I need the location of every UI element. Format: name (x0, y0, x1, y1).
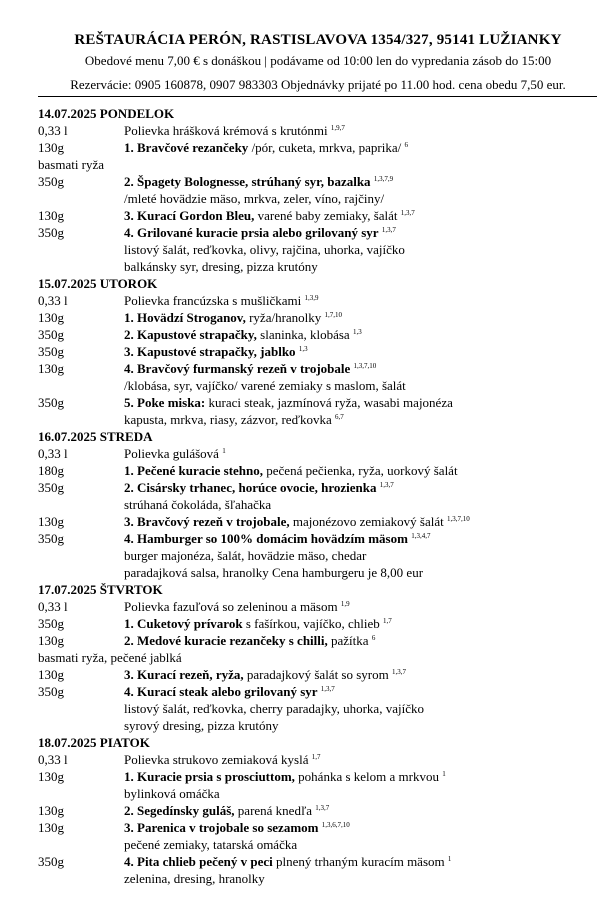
dish-description (124, 139, 408, 156)
menu-item-row (0, 683, 606, 700)
allergen-codes: 6 (371, 634, 376, 642)
dish-description (124, 632, 375, 649)
dish-continuation (38, 156, 104, 173)
dish-details: majonézovo zemiakový šalát (289, 514, 444, 529)
dish-name: 2. Špagety Bolognesse, strúhaný syr, bazalka (124, 174, 371, 189)
portion-size: 130g (38, 208, 64, 223)
continuation-text: bylinková omáčka (124, 786, 220, 801)
dish-continuation (124, 377, 406, 394)
dish-details: s fašírkou, vajíčko, chlieb (242, 616, 380, 631)
dish-description (124, 360, 376, 377)
dish-description (124, 122, 345, 139)
menu-item-row (0, 343, 606, 360)
dish-name: 2. Kapustové strapačky, (124, 327, 257, 342)
dish-description (124, 530, 430, 547)
menu-item-row (0, 632, 606, 649)
portion-size: 130g (38, 140, 64, 155)
dish-continuation-row (0, 785, 606, 802)
menu-item-row (0, 819, 606, 836)
allergen-codes: 1,3,7,10 (446, 515, 470, 523)
dish-continuation (124, 564, 423, 581)
dish-continuation-row (0, 700, 606, 717)
reservation-info: Rezervácie: 0905 160878, 0907 983303 Objednávky prijaté po 11.00 hod. cena obedu 7,50 eur. (70, 77, 566, 92)
continuation-text: listový šalát, reďkovka, cherry paradajky, uhorka, vajíčko (124, 701, 424, 716)
portion-size: 130g (38, 633, 64, 648)
dish-description (124, 598, 350, 615)
portion-size: 0,33 l (38, 293, 68, 308)
dish-continuation-row (0, 156, 606, 173)
menu-item-row (0, 445, 606, 462)
portion-size: 0,33 l (38, 446, 68, 461)
dish-name: 3. Kurací Gordon Bleu, (124, 208, 255, 223)
allergen-codes: 1,3,7 (320, 685, 335, 693)
continuation-text: basmati ryža, pečené jablká (38, 650, 182, 665)
menu-item-row (0, 802, 606, 819)
dish-continuation-row (0, 190, 606, 207)
menu-item-row (0, 768, 606, 785)
dish-description (124, 802, 329, 819)
dish-description (124, 207, 415, 224)
dish-name: 1. Bravčové rezančeky (124, 140, 249, 155)
dish-description (124, 343, 308, 360)
menu-item-row (0, 360, 606, 377)
dish-continuation (124, 785, 220, 802)
portion-size: 130g (38, 361, 64, 376)
dish-description (124, 173, 393, 190)
portion-size: 0,33 l (38, 123, 68, 138)
allergen-codes: 1,3,7,10 (353, 362, 377, 370)
dish-details: Polievka gulášová (124, 446, 219, 461)
dish-continuation (38, 649, 182, 666)
dish-description (124, 751, 321, 768)
dish-continuation (124, 190, 384, 207)
allergen-codes: 1,3,7,9 (373, 175, 394, 183)
dish-details: /pór, cuketa, mrkva, paprika/ (248, 140, 402, 155)
dish-continuation-row (0, 870, 606, 887)
allergen-codes: 1,3,4,7 (411, 532, 431, 540)
dish-continuation-row (0, 836, 606, 853)
day-heading-row (0, 581, 606, 598)
dish-continuation (124, 717, 279, 734)
dish-name: 3. Kapustové strapačky, jablko (124, 344, 296, 359)
dish-details: pohánka s kelom a mrkvou (294, 769, 439, 784)
allergen-codes: 1,7,10 (324, 311, 343, 319)
portion-size: 0,33 l (38, 599, 68, 614)
continuation-text: syrový dresing, pizza krutóny (124, 718, 279, 733)
dish-continuation-row (0, 547, 606, 564)
dish-name: 3. Kurací rezeň, ryža, (124, 667, 244, 682)
menu-item-row (0, 666, 606, 683)
dish-details: Polievka hrášková krémová s krutónmi (124, 123, 328, 138)
dish-continuation-row (0, 496, 606, 513)
dish-description (124, 683, 335, 700)
dish-name: 4. Kurací steak alebo grilovaný syr (124, 684, 318, 699)
dish-details: kuraci steak, jazmínová ryža, wasabi majonéza (205, 395, 453, 410)
portion-size: 130g (38, 803, 64, 818)
dish-continuation (124, 700, 424, 717)
portion-size: 350g (38, 616, 64, 631)
dish-description (124, 819, 350, 836)
menu-item-row (0, 224, 606, 241)
restaurant-title: REŠTAURÁCIA PERÓN, RASTISLAVOVA 1354/327, 95141 LUŽIANKY (74, 32, 562, 48)
day-heading: 14.07.2025 PONDELOK (38, 106, 175, 121)
dish-name: 1. Hovädzí Stroganov, (124, 310, 246, 325)
dish-continuation-row (0, 649, 606, 666)
portion-size: 0,33 l (38, 752, 68, 767)
dish-name: 4. Bravčový furmanský rezeň v trojobale (124, 361, 351, 376)
dish-continuation-row (0, 564, 606, 581)
dish-name: 3. Parenica v trojobale so sezamom (124, 820, 319, 835)
portion-size: 130g (38, 514, 64, 529)
menu-item-row (0, 207, 606, 224)
dish-description (124, 326, 362, 343)
menu-subtitle: Obedové menu 7,00 € s donáškou | podávame od 10:00 len do vypredania zásob do 15:00 (84, 53, 552, 68)
dish-name: 5. Poke miska: (124, 395, 206, 410)
portion-size: 350g (38, 684, 64, 699)
allergen-codes: 1,3,7 (315, 804, 330, 812)
dish-continuation-row (0, 717, 606, 734)
allergen-codes: 1,3,7 (381, 226, 396, 234)
dish-continuation-row (0, 258, 606, 275)
header-divider (38, 96, 597, 97)
dish-name: 4. Pita chlieb pečený v peci (124, 854, 273, 869)
dish-description (124, 462, 458, 479)
continuation-text: zelenina, dresing, hranolky (124, 871, 265, 886)
menu-item-row (0, 173, 606, 190)
menu-item-row (0, 853, 606, 870)
menu-item-row (0, 751, 606, 768)
dish-description (124, 445, 226, 462)
day-heading: 16.07.2025 STREDA (38, 429, 153, 444)
allergen-codes: 1,3,6,7,10 (321, 821, 350, 829)
dish-name: 2. Medové kuracie rezančeky s chilli, (124, 633, 328, 648)
portion-size: 350g (38, 854, 64, 869)
portion-size: 130g (38, 310, 64, 325)
dish-details: Polievka fazuľová so zeleninou a mäsom (124, 599, 338, 614)
continuation-text: kapusta, mrkva, riasy, zázvor, reďkovka (124, 412, 332, 427)
dish-details: Polievka francúzska s mušličkami (124, 293, 302, 308)
day-heading: 17.07.2025 ŠTVRTOK (38, 582, 163, 597)
dish-description (124, 768, 446, 785)
dish-details: Polievka strukovo zemiaková kyslá (124, 752, 309, 767)
portion-size: 350g (38, 531, 64, 546)
dish-name: 2. Segedínsky guláš, (124, 803, 235, 818)
portion-size: 350g (38, 225, 64, 240)
dish-details: paradajkový šalát so syrom (243, 667, 389, 682)
portion-size: 350g (38, 327, 64, 342)
menu-item-row (0, 292, 606, 309)
allergen-codes: 1,3 (298, 345, 308, 353)
dish-description (124, 615, 392, 632)
allergen-codes: 1 (447, 855, 452, 863)
dish-description (124, 513, 470, 530)
portion-size: 130g (38, 820, 64, 835)
allergen-codes: 1,7 (383, 617, 392, 625)
allergen-codes: 1,3,7 (400, 209, 415, 217)
day-heading: 18.07.2025 PIATOK (38, 735, 150, 750)
day-heading-row (0, 428, 606, 445)
portion-size: 130g (38, 769, 64, 784)
allergen-codes: 1,9 (340, 600, 350, 608)
allergen-codes: 1,9,7 (330, 124, 345, 132)
continuation-text: paradajková salsa, hranolky Cena hamburgeru je 8,00 eur (124, 565, 424, 580)
day-heading: 15.07.2025 UTOROK (38, 276, 158, 291)
dish-continuation (124, 241, 405, 258)
dish-continuation (124, 258, 318, 275)
dish-continuation (124, 496, 271, 513)
menu-item-row (0, 598, 606, 615)
dish-description (124, 853, 451, 870)
portion-size: 350g (38, 344, 64, 359)
dish-name: 4. Hamburger so 100% domácim hovädzím mäsom (124, 531, 408, 546)
dish-details: plnený trhaným kuracím mäsom (272, 854, 445, 869)
dish-details: parená knedľa (234, 803, 313, 818)
continuation-text: listový šalát, reďkovka, olivy, rajčina, uhorka, vajíčko (124, 242, 405, 257)
dish-description (124, 309, 342, 326)
dish-details: ryža/hranolky (245, 310, 322, 325)
dish-name: 1. Kuracie prsia s prosciuttom, (124, 769, 295, 784)
allergen-codes: 1,3 (352, 328, 362, 336)
menu-item-row (0, 462, 606, 479)
dish-details: pažítka (327, 633, 369, 648)
dish-continuation (124, 836, 297, 853)
allergen-codes: 1,3,7 (392, 668, 406, 676)
portion-size: 350g (38, 174, 64, 189)
day-heading-row (0, 734, 606, 751)
dish-continuation-row (0, 411, 606, 428)
continuation-text: balkánsky syr, dresing, pizza krutóny (124, 259, 318, 274)
dish-name: 3. Bravčový rezeň v trojobale, (124, 514, 290, 529)
dish-continuation-row (0, 377, 606, 394)
dish-details: slaninka, klobása (256, 327, 350, 342)
dish-continuation-row (0, 241, 606, 258)
dish-description (124, 394, 453, 411)
menu-item-row (0, 530, 606, 547)
dish-description (124, 292, 319, 309)
allergen-codes: 1,3,9 (304, 294, 319, 302)
dish-continuation (124, 547, 366, 564)
continuation-text: /mleté hovädzie mäso, mrkva, zeler, víno, rajčiny/ (124, 191, 385, 206)
continuation-text: burger majonéza, šalát, hovädzie mäso, chedar (124, 548, 367, 563)
dish-description (124, 479, 394, 496)
menu-item-row (0, 309, 606, 326)
dish-description (124, 224, 396, 241)
dish-details: pečená pečienka, ryža, uorkový šalát (263, 463, 458, 478)
continuation-text: basmati ryža (38, 157, 105, 172)
dish-details: varené baby zemiaky, šalát (254, 208, 398, 223)
dish-name: 1. Pečené kuracie stehno, (124, 463, 264, 478)
menu-item-row (0, 479, 606, 496)
allergen-codes: 1 (442, 770, 446, 778)
dish-continuation (124, 411, 344, 428)
portion-size: 130g (38, 667, 64, 682)
portion-size: 180g (38, 463, 64, 478)
menu-item-row (0, 615, 606, 632)
menu-item-row (0, 122, 606, 139)
allergen-codes: 1,7 (311, 753, 321, 761)
continuation-text: /klobása, syr, vajíčko/ varené zemiaky s maslom, šalát (124, 378, 406, 393)
allergen-codes: 6,7 (335, 413, 344, 421)
day-heading-row (0, 105, 606, 122)
continuation-text: strúhaná čokoláda, šľahačka (124, 497, 272, 512)
dish-name: 2. Cisársky trhanec, horúce ovocie, hrozienka (124, 480, 377, 495)
dish-continuation (124, 870, 265, 887)
allergen-codes: 1 (222, 447, 226, 455)
menu-item-row (0, 513, 606, 530)
dish-name: 4. Grilované kuracie prsia alebo grilovaný syr (124, 225, 379, 240)
menu-item-row (0, 394, 606, 411)
portion-size: 350g (38, 480, 64, 495)
menu-item-row (0, 326, 606, 343)
continuation-text: pečené zemiaky, tatarská omáčka (124, 837, 298, 852)
menu-item-row (0, 139, 606, 156)
allergen-codes: 6 (404, 141, 408, 149)
dish-description (124, 666, 406, 683)
portion-size: 350g (38, 395, 64, 410)
dish-name: 1. Cuketový prívarok (124, 616, 243, 631)
day-heading-row (0, 275, 606, 292)
allergen-codes: 1,3,7 (379, 481, 394, 489)
